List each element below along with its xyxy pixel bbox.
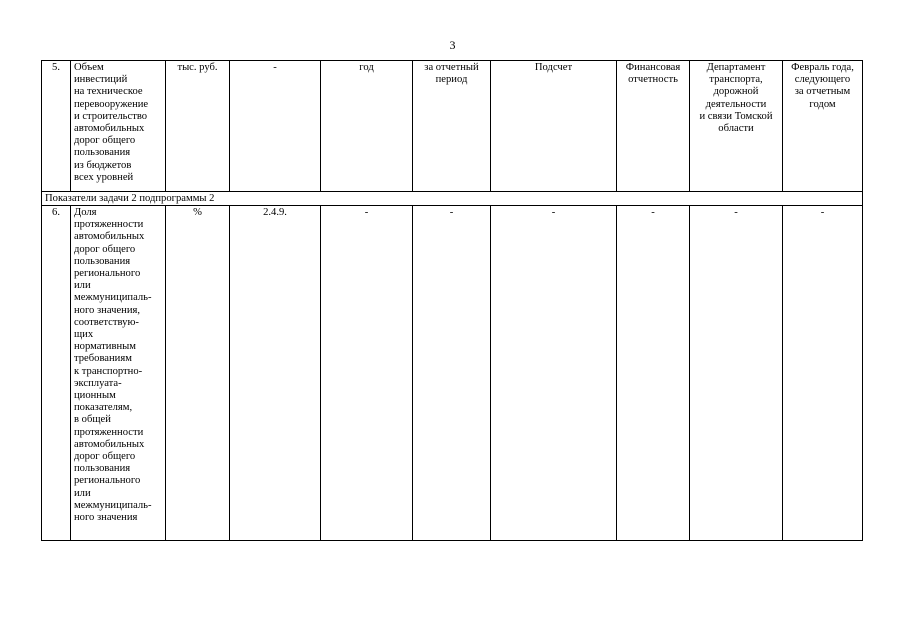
code-cell: - bbox=[230, 61, 321, 192]
cell-line: нормативным bbox=[74, 341, 136, 353]
cell-line: пользования bbox=[74, 147, 131, 159]
cell-line: годом bbox=[809, 98, 836, 110]
cell-line: автомобильных bbox=[74, 231, 145, 243]
page-number: 3 bbox=[449, 38, 456, 52]
cell-line: Февраль года, bbox=[791, 62, 854, 73]
cell-line: области bbox=[718, 123, 754, 135]
cell-line: дорожной bbox=[713, 86, 759, 98]
cell-line: - bbox=[449, 207, 454, 218]
cell-line: ного значения, bbox=[74, 304, 141, 316]
table-row bbox=[42, 61, 863, 192]
deadline-cell bbox=[783, 206, 863, 541]
cell-line: дорог общего bbox=[74, 451, 136, 463]
cell-line: транспорта, bbox=[709, 74, 763, 86]
cell-line: - bbox=[820, 207, 825, 218]
section-header: Показатели задачи 2 подпрограммы 2 bbox=[42, 192, 863, 206]
cell-line: - bbox=[651, 207, 655, 218]
row-number: 6. bbox=[42, 206, 71, 541]
section-header-row bbox=[42, 192, 863, 206]
cell-line: за отчетный bbox=[424, 62, 479, 73]
cell-line: Объем bbox=[74, 62, 104, 73]
responsible-cell bbox=[690, 206, 783, 541]
cell-line: межмуниципаль- bbox=[74, 499, 152, 511]
cell-line: Финансовая bbox=[625, 62, 681, 73]
cell-line: Департамент bbox=[706, 62, 766, 73]
cell-line: дорог общего bbox=[74, 135, 136, 147]
cell-line: дорог общего bbox=[74, 243, 136, 255]
indicator-name bbox=[71, 206, 166, 541]
unit-cell: % bbox=[166, 206, 230, 541]
cell-line: межмуниципаль- bbox=[74, 292, 152, 304]
cell-line: деятельности bbox=[705, 98, 767, 110]
cell-line: регионального bbox=[74, 475, 141, 487]
cell-line: автомобильных bbox=[74, 438, 145, 450]
cell-line: регионального bbox=[74, 268, 141, 280]
source-cell bbox=[617, 61, 690, 192]
cell-line: щих bbox=[74, 329, 94, 341]
cell-line: автомобильных bbox=[74, 123, 145, 135]
cell-line: - bbox=[734, 207, 738, 218]
cell-line: и связи Томской bbox=[699, 110, 773, 122]
period-cell: год bbox=[321, 61, 413, 192]
cell-line: протяженности bbox=[74, 426, 144, 438]
method-cell: - bbox=[491, 206, 617, 541]
cell-line: ционным bbox=[74, 390, 116, 402]
cell-line: пользования bbox=[74, 463, 131, 475]
timing-cell bbox=[413, 206, 491, 541]
unit-cell: тыс. руб. bbox=[166, 61, 230, 192]
row-number: 5. bbox=[42, 61, 71, 192]
indicator-name bbox=[71, 61, 166, 192]
cell-line: к транспортно- bbox=[74, 365, 143, 377]
cell-line: за отчетным bbox=[794, 86, 851, 98]
cell-line: на техническое bbox=[74, 86, 143, 98]
cell-line: показателям, bbox=[74, 402, 133, 414]
indicators-table bbox=[41, 60, 863, 541]
cell-line: из бюджетов bbox=[74, 159, 132, 171]
deadline-cell bbox=[783, 61, 863, 192]
source-cell bbox=[617, 206, 690, 541]
cell-line: следующего bbox=[794, 74, 851, 86]
cell-line: эксплуата- bbox=[74, 377, 122, 389]
cell-line: период bbox=[435, 74, 468, 86]
cell-line: пользования bbox=[74, 255, 131, 267]
cell-line: перевооружение bbox=[74, 98, 149, 110]
cell-line: или bbox=[74, 487, 91, 499]
cell-line: ного значения bbox=[74, 512, 138, 524]
method-cell: Подсчет bbox=[491, 61, 617, 192]
timing-cell bbox=[413, 61, 491, 192]
cell-line: отчетность bbox=[628, 74, 678, 86]
cell-line: соответствую- bbox=[74, 316, 139, 328]
cell-line: инвестиций bbox=[74, 74, 128, 86]
code-cell: 2.4.9. bbox=[230, 206, 321, 541]
cell-line: требованиям bbox=[74, 353, 132, 365]
cell-line: всех уровней bbox=[74, 171, 134, 183]
cell-line: Доля bbox=[74, 207, 97, 218]
period-cell: - bbox=[321, 206, 413, 541]
table-row bbox=[42, 206, 863, 541]
cell-line: протяженности bbox=[74, 219, 144, 231]
cell-line: в общей bbox=[74, 414, 111, 426]
cell-line: или bbox=[74, 280, 91, 292]
responsible-cell bbox=[690, 61, 783, 192]
cell-line: и строительство bbox=[74, 110, 148, 122]
